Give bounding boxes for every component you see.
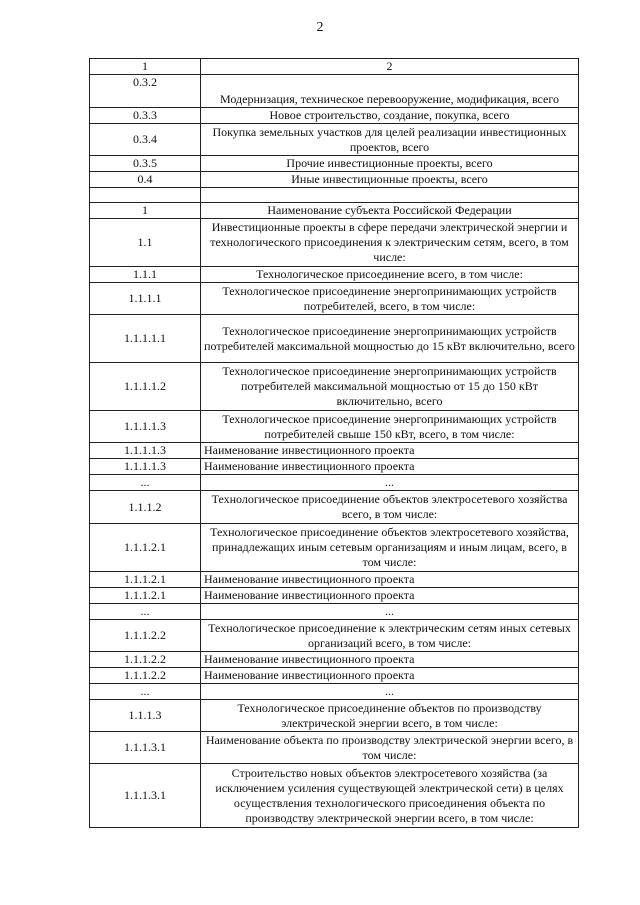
- table-row: [90, 620, 579, 652]
- row-name-cell: ...: [201, 604, 579, 620]
- row-code-cell: 1.1.1.2.2: [90, 652, 201, 668]
- row-name-cell: Технологическое присоединение энергопринимающих устройств потребителей максимальной мощностью от 15 до 150 кВт включительно, всего: [201, 363, 579, 411]
- row-code-cell: 1.1.1.2.1: [90, 524, 201, 572]
- row-code-cell: 0.3.4: [90, 124, 201, 156]
- row-code-cell: [90, 188, 201, 203]
- row-code-cell: 0.3.5: [90, 156, 201, 172]
- table-row: [90, 668, 579, 684]
- row-code-cell: 1.1.1.2.2: [90, 668, 201, 684]
- investment-projects-table: [89, 58, 579, 828]
- table-row: [90, 188, 579, 203]
- table-row: [90, 684, 579, 700]
- row-code-cell: 1: [90, 59, 201, 75]
- table-row: [90, 59, 579, 75]
- table-row: [90, 283, 579, 315]
- row-code-cell: 1.1.1.3: [90, 700, 201, 732]
- row-code-cell: 0.3.2: [90, 75, 201, 108]
- row-name-cell: Технологическое присоединение энергопринимающих устройств потребителей максимальной мощностью до 15 кВт включительно, всего: [201, 315, 579, 363]
- row-name-cell: Наименование объекта по производству электрической энергии всего, в том числе:: [201, 732, 579, 764]
- row-name-cell: Наименование инвестиционного проекта: [201, 652, 579, 668]
- table-row: [90, 108, 579, 124]
- row-name-cell: Технологическое присоединение объектов по производству электрической энергии всего, в том числе:: [201, 700, 579, 732]
- table-row: [90, 363, 579, 411]
- row-code-cell: 1.1.1.1.3: [90, 443, 201, 459]
- row-code-cell: 1: [90, 203, 201, 219]
- row-name-cell: Покупка земельных участков для целей реализации инвестиционных проектов, всего: [201, 124, 579, 156]
- row-name-cell: Новое строительство, создание, покупка, всего: [201, 108, 579, 124]
- row-name-cell: ...: [201, 475, 579, 491]
- row-code-cell: 1.1.1: [90, 267, 201, 283]
- row-code-cell: 1.1.1.3.1: [90, 732, 201, 764]
- row-name-cell: 2: [201, 59, 579, 75]
- table-row: [90, 411, 579, 443]
- table-row: [90, 219, 579, 267]
- row-name-cell: Технологическое присоединение энергопринимающих устройств потребителей свыше 150 кВт, всего, в том числе:: [201, 411, 579, 443]
- table-row: [90, 764, 579, 828]
- row-code-cell: 1.1.1.1.2: [90, 363, 201, 411]
- table-row: [90, 491, 579, 524]
- row-name-cell: Наименование субъекта Российской Федерации: [201, 203, 579, 219]
- row-code-cell: 1.1.1.1.3: [90, 411, 201, 443]
- table-row: [90, 75, 579, 108]
- table-row: [90, 203, 579, 219]
- row-name-cell: [201, 188, 579, 203]
- row-code-cell: 1.1.1.1: [90, 283, 201, 315]
- row-name-cell: Прочие инвестиционные проекты, всего: [201, 156, 579, 172]
- table-row: [90, 156, 579, 172]
- row-name-cell: Иные инвестиционные проекты, всего: [201, 172, 579, 188]
- table-row: [90, 459, 579, 475]
- row-name-cell: ...: [201, 684, 579, 700]
- row-name-cell: Технологическое присоединение всего, в том числе:: [201, 267, 579, 283]
- table-row: [90, 524, 579, 572]
- row-code-cell: 1.1.1.2.2: [90, 620, 201, 652]
- row-code-cell: 0.4: [90, 172, 201, 188]
- row-code-cell: 1.1.1.1.1: [90, 315, 201, 363]
- row-code-cell: ...: [90, 604, 201, 620]
- row-code-cell: ...: [90, 475, 201, 491]
- row-name-cell: Наименование инвестиционного проекта: [201, 443, 579, 459]
- table-row: [90, 604, 579, 620]
- table-row: [90, 588, 579, 604]
- row-name-cell: Технологическое присоединение энергопринимающих устройств потребителей, всего, в том числе:: [201, 283, 579, 315]
- row-code-cell: 1.1.1.2.1: [90, 588, 201, 604]
- table-row: [90, 443, 579, 459]
- table-row: [90, 732, 579, 764]
- table-row: [90, 172, 579, 188]
- page-number: 2: [316, 20, 324, 35]
- row-code-cell: 1.1.1.1.3: [90, 459, 201, 475]
- row-code-cell: 1.1.1.3.1: [90, 764, 201, 828]
- row-code-cell: 1.1.1.2: [90, 491, 201, 524]
- row-name-cell: Инвестиционные проекты в сфере передачи электрической энергии и технологического присоединения к электрическим сетям, всего, в том числе:: [201, 219, 579, 267]
- table-row: [90, 700, 579, 732]
- table-row: [90, 652, 579, 668]
- row-name-cell: Наименование инвестиционного проекта: [201, 572, 579, 588]
- table-row: [90, 267, 579, 283]
- row-name-cell: Наименование инвестиционного проекта: [201, 668, 579, 684]
- row-name-cell: Наименование инвестиционного проекта: [201, 588, 579, 604]
- table-row: [90, 315, 579, 363]
- table-row: [90, 572, 579, 588]
- table-body: [90, 59, 579, 828]
- table-row: [90, 124, 579, 156]
- table-row: [90, 475, 579, 491]
- row-name-cell: Строительство новых объектов электросетевого хозяйства (за исключением усиления существующей электрической сети) в целях осуществления технологического присоединения объекта по производству электрической энергии всего, в том числе:: [201, 764, 579, 828]
- row-code-cell: 1.1.1.2.1: [90, 572, 201, 588]
- row-code-cell: ...: [90, 684, 201, 700]
- row-code-cell: 0.3.3: [90, 108, 201, 124]
- row-code-cell: 1.1: [90, 219, 201, 267]
- row-name-cell: Технологическое присоединение объектов электросетевого хозяйства, принадлежащих иным сетевым организациям и иным лицам, всего, в том числе:: [201, 524, 579, 572]
- row-name-cell: Технологическое присоединение к электрическим сетям иных сетевых организаций всего, в том числе:: [201, 620, 579, 652]
- row-name-cell: Технологическое присоединение объектов электросетевого хозяйства всего, в том числе:: [201, 491, 579, 524]
- row-name-cell: Наименование инвестиционного проекта: [201, 459, 579, 475]
- row-name-cell: Модернизация, техническое перевооружение, модификация, всего: [201, 75, 579, 108]
